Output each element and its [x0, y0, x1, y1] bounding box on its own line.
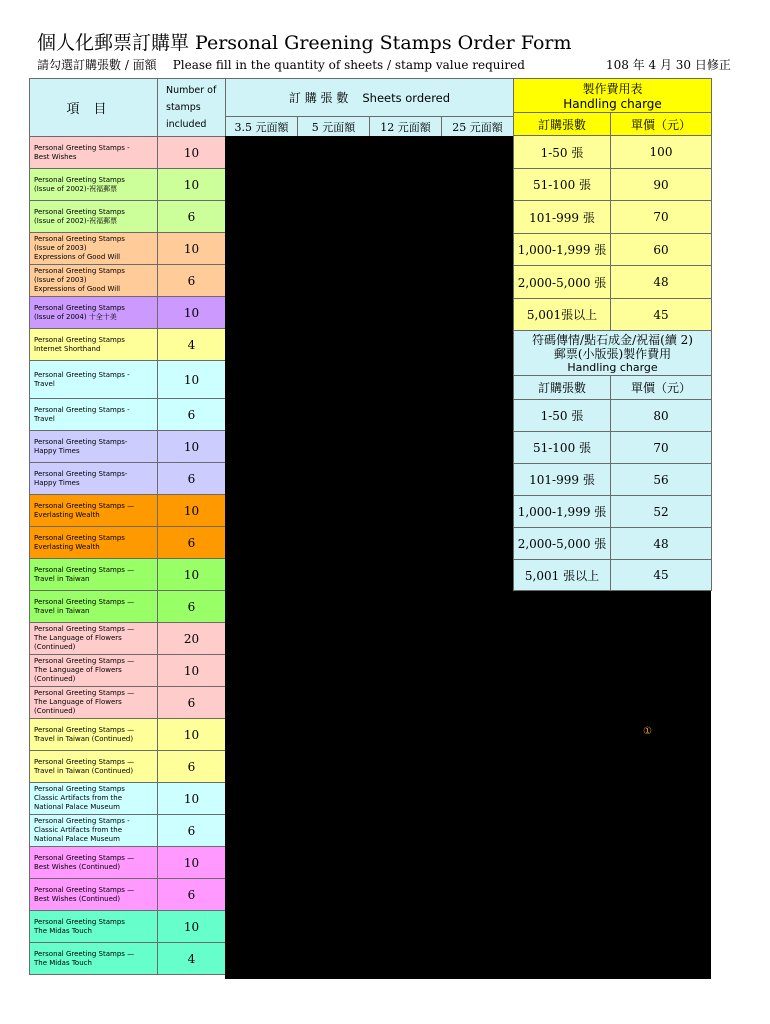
item-name	[30, 815, 158, 847]
item-name	[30, 463, 158, 495]
item-name-line: Personal Greeting Stamps	[34, 303, 125, 312]
item-name	[30, 687, 158, 719]
item-stamp-count: 10	[158, 719, 226, 751]
item-name-line: Personal Greeting Stamps -	[34, 143, 130, 152]
item-row	[30, 201, 226, 233]
item-name-line: (Issue of 2002)-祝福郵票	[34, 216, 118, 225]
item-name-line: Personal Greeting Stamps —	[34, 757, 135, 766]
item-name-line: (Issue of 2004) 十全十美	[34, 312, 117, 321]
item-name	[30, 943, 158, 975]
item-name	[30, 361, 158, 399]
item-name-line: Personal Greeting Stamps —	[34, 689, 135, 697]
item-name-line: Best Wishes	[34, 152, 77, 161]
item-stamp-count: 4	[158, 329, 226, 361]
handling2-price: 45	[611, 560, 712, 591]
item-row	[30, 687, 226, 719]
item-name	[30, 431, 158, 463]
item-row	[30, 847, 226, 879]
handling2-price: 52	[611, 496, 712, 528]
redacted-area-right	[513, 591, 711, 979]
item-row	[30, 591, 226, 623]
item-stamp-count: 6	[158, 815, 226, 847]
item-row	[30, 911, 226, 943]
item-stamp-count: 6	[158, 527, 226, 559]
value-header-25: 25 元面額	[442, 117, 514, 137]
item-name	[30, 265, 158, 297]
item-name-line: Personal Greeting Stamps	[34, 207, 125, 216]
item-name-line: Best Wishes (Continued)	[34, 862, 121, 871]
item-name-line: Personal Greeting Stamps -	[34, 405, 130, 414]
handling2-qty: 101-999 張	[514, 464, 611, 496]
item-row	[30, 399, 226, 431]
item-name	[30, 297, 158, 329]
item-name-line: (Continued)	[34, 707, 76, 715]
redacted-order-area	[225, 136, 513, 979]
item-name-line: Travel in Taiwan (Continued)	[34, 734, 134, 743]
item-name	[30, 137, 158, 169]
item-name	[30, 201, 158, 233]
handling2-title	[514, 331, 712, 376]
handling2-qty: 51-100 張	[514, 432, 611, 464]
item-name-line: (Issue of 2002)-祝福郵票	[34, 184, 118, 193]
handling2-price: 56	[611, 464, 712, 496]
item-name-line: Travel	[34, 379, 55, 388]
handling1-title-zh: 製作費用表	[582, 82, 643, 96]
item-stamp-count: 10	[158, 559, 226, 591]
handling2-col-price: 單價（元）	[611, 376, 712, 400]
handling-charge-table	[513, 78, 712, 591]
item-row	[30, 527, 226, 559]
item-row	[30, 233, 226, 265]
item-stamp-count: 6	[158, 687, 226, 719]
handling2-price: 48	[611, 528, 712, 560]
item-name-line: The Language of Flowers	[34, 698, 122, 706]
item-name-line: Personal Greeting Stamps	[34, 785, 125, 793]
item-stamp-count: 10	[158, 847, 226, 879]
item-name-line: (Issue of 2003)	[34, 244, 87, 252]
item-name	[30, 623, 158, 655]
item-stamp-count: 6	[158, 591, 226, 623]
item-name-line: Personal Greeting Stamps —	[34, 501, 135, 510]
value-header-3-5: 3.5 元面額	[226, 117, 298, 137]
handling1-price: 100	[611, 136, 712, 169]
item-name-line: Personal Greeting Stamps	[34, 175, 125, 184]
item-row	[30, 559, 226, 591]
item-name-line: Everlasting Wealth	[34, 510, 100, 519]
item-row	[30, 361, 226, 399]
item-name-line: Personal Greeting Stamps	[34, 335, 125, 344]
item-name-line: Personal Greeting Stamps —	[34, 565, 135, 574]
item-name	[30, 783, 158, 815]
item-name-line: Personal Greeting Stamps —	[34, 657, 135, 665]
item-name-line: Internet Shorthand	[34, 344, 101, 353]
form-subtitle	[37, 56, 525, 73]
item-row	[30, 879, 226, 911]
item-row	[30, 655, 226, 687]
item-stamp-count: 6	[158, 399, 226, 431]
item-row	[30, 719, 226, 751]
item-name	[30, 399, 158, 431]
handling1-qty: 1-50 張	[514, 136, 611, 169]
item-table	[29, 78, 226, 975]
item-row	[30, 815, 226, 847]
handling1-title-en: Handling charge	[563, 97, 662, 111]
item-stamp-count: 6	[158, 265, 226, 297]
handling2-qty: 2,000-5,000 張	[514, 528, 611, 560]
item-name-line: Classic Artifacts from the	[34, 794, 123, 802]
item-row	[30, 463, 226, 495]
item-name-line: Personal Greeting Stamps	[34, 917, 125, 926]
handling1-price: 70	[611, 201, 712, 234]
item-name-line: National Palace Museum	[34, 803, 120, 811]
item-stamp-count: 10	[158, 361, 226, 399]
item-name-line: Personal Greeting Stamps —	[34, 725, 135, 734]
item-stamp-count: 6	[158, 201, 226, 233]
column-header-item: 項目	[30, 79, 158, 137]
item-stamp-count: 6	[158, 751, 226, 783]
form-title: 個人化郵票訂購單 Personal Greening Stamps Order Form	[37, 32, 572, 54]
item-name	[30, 719, 158, 751]
value-header-5: 5 元面額	[298, 117, 370, 137]
item-name-line: Best Wishes (Continued)	[34, 894, 121, 903]
item-name-line: Personal Greeting Stamps	[34, 235, 125, 243]
handling1-qty: 5,001張以上	[514, 299, 611, 331]
item-name-line: Personal Greeting Stamps	[34, 533, 125, 542]
item-row	[30, 169, 226, 201]
item-row	[30, 297, 226, 329]
item-name	[30, 233, 158, 265]
item-name-line: Everlasting Wealth	[34, 542, 100, 551]
item-name-line: Personal Greeting Stamps —	[34, 853, 135, 862]
header-num-line: included	[166, 119, 207, 130]
handling2-price: 80	[611, 400, 712, 432]
subtitle-en: Please fill in the quantity of sheets / stamp value required	[172, 58, 525, 72]
item-stamp-count: 10	[158, 431, 226, 463]
handling2-title-zh-2: 郵票(小版張)製作費用	[553, 346, 672, 361]
header-num-line: Number of	[166, 85, 217, 96]
handling1-col-price: 單價（元）	[611, 113, 712, 136]
item-name-line: Personal Greeting Stamps-	[34, 469, 128, 478]
handling1-qty: 51-100 張	[514, 169, 611, 201]
item-name	[30, 527, 158, 559]
item-row	[30, 783, 226, 815]
item-name	[30, 911, 158, 943]
item-stamp-count: 6	[158, 463, 226, 495]
handling1-price: 48	[611, 266, 712, 299]
item-stamp-count: 10	[158, 297, 226, 329]
item-row	[30, 751, 226, 783]
item-name-line: Personal Greeting Stamps —	[34, 949, 135, 958]
handling2-qty: 5,001 張以上	[514, 560, 611, 591]
handling1-col-qty: 訂購張數	[514, 113, 611, 136]
subtitle-zh: 請勾選訂購張數 / 面額	[37, 58, 157, 72]
item-name-line: The Language of Flowers	[34, 634, 122, 642]
column-header-number	[158, 79, 226, 137]
item-name-line: Personal Greeting Stamps —	[34, 625, 135, 633]
value-header-12: 12 元面額	[370, 117, 442, 137]
handling2-title-zh-1: 符碼傳情/點石成金/祝福(續 2)	[532, 332, 693, 347]
item-row	[30, 495, 226, 527]
item-name-line: Personal Greeting Stamps-	[34, 437, 128, 446]
handling2-price: 70	[611, 432, 712, 464]
header-num-line: stamps	[166, 102, 201, 113]
item-name-line: Travel in Taiwan	[34, 606, 90, 615]
item-name-line: Happy Times	[34, 478, 80, 487]
handling1-price: 45	[611, 299, 712, 331]
item-name-line: Personal Greeting Stamps —	[34, 885, 135, 894]
item-stamp-count: 10	[158, 137, 226, 169]
item-name-line: Classic Artifacts from the	[34, 826, 123, 834]
item-name-line: (Continued)	[34, 675, 76, 683]
item-name-line: (Issue of 2003)	[34, 276, 87, 284]
item-name	[30, 751, 158, 783]
item-stamp-count: 10	[158, 911, 226, 943]
item-row	[30, 137, 226, 169]
item-stamp-count: 6	[158, 879, 226, 911]
item-name	[30, 329, 158, 361]
item-name	[30, 169, 158, 201]
item-stamp-count: 10	[158, 495, 226, 527]
item-name	[30, 559, 158, 591]
sheets-ordered-zh: 訂 購 張 數	[288, 91, 349, 105]
item-name	[30, 591, 158, 623]
item-name-line: The Midas Touch	[34, 926, 92, 935]
item-name-line: Travel in Taiwan	[34, 574, 90, 583]
circled-number-mark: ①	[643, 726, 652, 737]
handling2-qty: 1-50 張	[514, 400, 611, 432]
item-name-line: Personal Greeting Stamps	[34, 267, 125, 275]
item-name-line: Expressions of Good Will	[34, 253, 121, 261]
sheets-ordered-en: Sheets ordered	[362, 91, 451, 105]
handling1-qty: 1,000-1,999 張	[514, 234, 611, 266]
sheets-ordered-header	[225, 78, 514, 137]
item-name-line: Personal Greeting Stamps -	[34, 370, 130, 379]
item-name-line: Personal Greeting Stamps —	[34, 597, 135, 606]
handling1-price: 60	[611, 234, 712, 266]
item-name-line: Personal Greeting Stamps -	[34, 817, 130, 825]
item-stamp-count: 10	[158, 169, 226, 201]
item-row	[30, 431, 226, 463]
sheets-ordered-title	[226, 79, 514, 117]
handling1-qty: 2,000-5,000 張	[514, 266, 611, 299]
item-name	[30, 879, 158, 911]
item-name-line: The Midas Touch	[34, 958, 92, 967]
item-name	[30, 847, 158, 879]
item-row	[30, 265, 226, 297]
item-row	[30, 623, 226, 655]
item-name-line: Travel	[34, 414, 55, 423]
handling1-qty: 101-999 張	[514, 201, 611, 234]
item-stamp-count: 10	[158, 233, 226, 265]
item-name-line: (Continued)	[34, 643, 76, 651]
item-name-line: National Palace Museum	[34, 835, 120, 843]
handling2-col-qty: 訂購張數	[514, 376, 611, 400]
item-row	[30, 943, 226, 975]
item-stamp-count: 20	[158, 623, 226, 655]
handling1-price: 90	[611, 169, 712, 201]
item-name	[30, 495, 158, 527]
handling2-qty: 1,000-1,999 張	[514, 496, 611, 528]
item-name-line: Travel in Taiwan (Continued)	[34, 766, 134, 775]
item-name-line: The Language of Flowers	[34, 666, 122, 674]
handling2-title-en: Handling charge	[567, 360, 658, 374]
item-row	[30, 329, 226, 361]
item-name	[30, 655, 158, 687]
handling1-title	[514, 79, 712, 113]
item-stamp-count: 10	[158, 655, 226, 687]
item-name-line: Expressions of Good Will	[34, 285, 121, 293]
item-stamp-count: 10	[158, 783, 226, 815]
item-stamp-count: 4	[158, 943, 226, 975]
revision-date: 108 年 4 月 30 日修正	[606, 58, 731, 72]
item-name-line: Happy Times	[34, 446, 80, 455]
